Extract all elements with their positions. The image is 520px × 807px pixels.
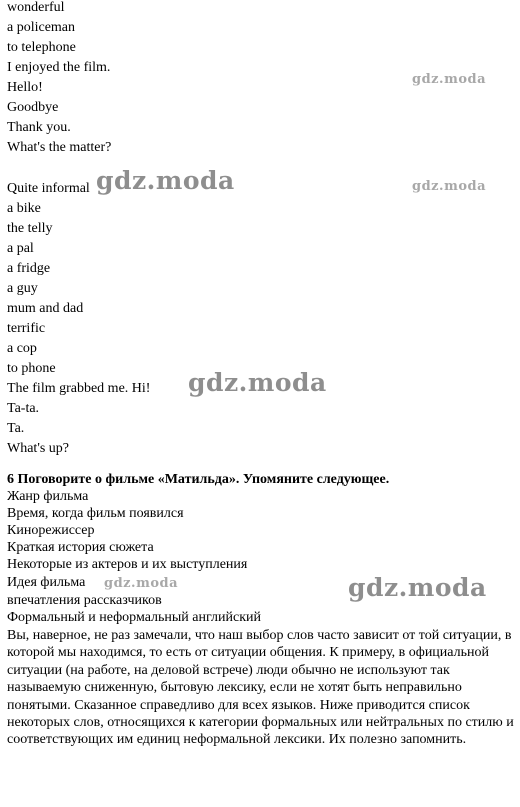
vocab-line: a guy [7, 281, 38, 296]
section-heading-formal-informal: Формальный и неформальный английский [7, 610, 262, 625]
vocab-line: a policeman [7, 20, 76, 35]
watermark-logo: gdz.moda [412, 72, 487, 87]
vocab-line: a pal [7, 241, 34, 256]
watermark-logo: gdz.moda [96, 166, 235, 195]
watermark-logo: gdz.moda [188, 368, 327, 397]
vocab-line: mum and dad [7, 301, 84, 316]
task-item: Время, когда фильм появился [7, 506, 184, 521]
vocab-line: Goodbye [7, 100, 59, 115]
task-item: Жанр фильма [7, 489, 89, 504]
vocab-line: What's the matter? [7, 140, 112, 155]
vocab-line: wonderful [7, 0, 65, 15]
vocab-line: a cop [7, 341, 37, 356]
vocab-line: terrific [7, 321, 46, 336]
watermark-logo: gdz.moda [104, 576, 179, 591]
watermark-logo: gdz.moda [348, 573, 487, 602]
vocab-line: Ta. [7, 421, 25, 436]
task-item: впечатления рассказчиков [7, 593, 162, 608]
task-item: Краткая история сюжета [7, 540, 154, 555]
vocab-line: Hello! [7, 80, 43, 95]
section-label-quite-informal: Quite informal [7, 181, 90, 196]
task-heading: 6 Поговорите о фильме «Матильда». Упомяните следующее. [7, 472, 390, 487]
vocab-line: to phone [7, 361, 56, 376]
watermark-logo: gdz.moda [412, 179, 487, 194]
vocab-line: a bike [7, 201, 41, 216]
vocab-line: Thank you. [7, 120, 71, 135]
vocab-line: The film grabbed me. Hi! [7, 381, 151, 396]
vocab-line: I enjoyed the film. [7, 60, 111, 75]
vocab-line: the telly [7, 221, 53, 236]
vocab-line: Ta-ta. [7, 401, 40, 416]
task-item: Кинорежиссер [7, 523, 95, 538]
task-item: Идея фильма [7, 575, 86, 590]
vocab-line: What's up? [7, 441, 70, 456]
vocab-line: to telephone [7, 40, 76, 55]
vocab-line: a fridge [7, 261, 51, 276]
task-item: Некоторые из актеров и их выступления [7, 557, 248, 572]
explanation-paragraph: Вы, наверное, не раз замечали, что наш выбор слов часто зависит от той ситуации, в которой мы находимся, то есть от ситуации общения. К примеру, в официальной ситуации (на работе, на деловой встрече) люди обычно не используют так называемую сниженную, бытовую лексику, если не хотят быть неправильно понятыми. Сказанное справедливо для всех языков. Ниже приводится список некоторых слов, относящихся к категории формальных или нейтральных по стилю и соответствующих им единиц неформальной лексики. Их полезно запомнить. [7, 628, 514, 748]
